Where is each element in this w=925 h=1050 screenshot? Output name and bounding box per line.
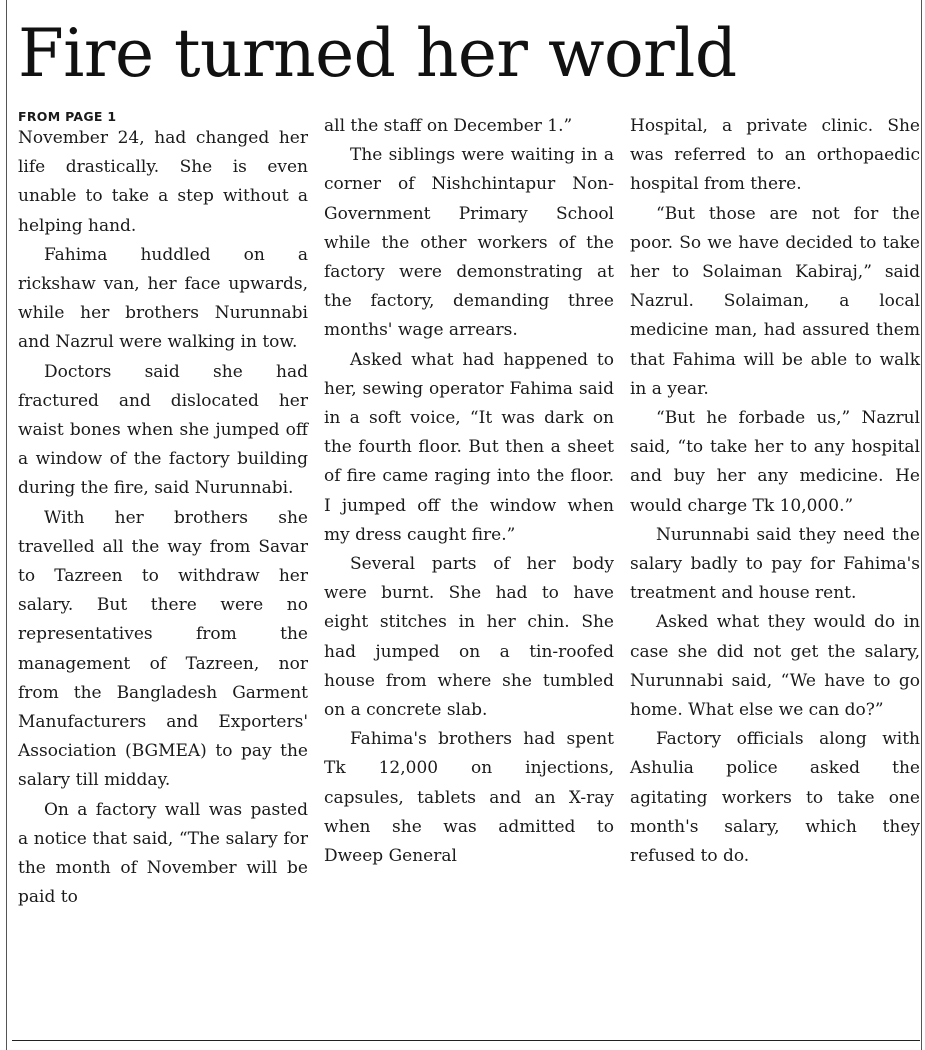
article-column-3 bbox=[630, 112, 920, 871]
paragraph: Asked what they would do in case she did not get the salary, Nurunnabi said, “We have to go home. What else we can do?” bbox=[630, 612, 920, 721]
paragraph: Hospital, a private clinic. She was referred to an orthopaedic hospital from there. bbox=[630, 116, 920, 195]
headline: Fire turned her world bbox=[18, 15, 737, 92]
bottom-rule bbox=[12, 1040, 920, 1041]
paragraph: all the staff on December 1.” bbox=[324, 116, 573, 136]
paragraph: “But he forbade us,” Nazrul said, “to take her to any hospital and buy her any medicine. He would charge Tk 10,000.” bbox=[630, 408, 920, 516]
paragraph: Factory officials along with Ashulia police asked the agitating workers to take one month's salary, which they refused to do. bbox=[630, 729, 920, 867]
paragraph: Several parts of her body were burnt. She had to have eight stitches in her chin. She had jumped on a tin-roofed house from where she tumbled on a concrete slab. bbox=[324, 554, 614, 721]
paragraph: The siblings were waiting in a corner of Nishchintapur Non-Government Primary School while the other workers of the factory were demonstrating at the factory, demanding three months' wage arrears. bbox=[324, 145, 614, 341]
article-column-1 bbox=[18, 109, 308, 912]
paragraph: Fahima huddled on a rickshaw van, her face upwards, while her brothers Nurunnabi and Nazrul were walking in tow. bbox=[18, 244, 308, 353]
paragraph: November 24, had changed her life drastically. She is even unable to take a step without a helping hand. bbox=[18, 128, 308, 236]
left-column-rule bbox=[6, 0, 7, 1050]
paragraph: Asked what had happened to her, sewing operator Fahima said in a soft voice, “It was dark on the fourth floor. But then a sheet of fire came raging into the floor. I jumped off the window when my dress caught fire.” bbox=[324, 349, 614, 545]
paragraph: Nurunnabi said they need the salary badly to pay for Fahima's treatment and house rent. bbox=[630, 524, 920, 604]
right-column-rule bbox=[921, 0, 922, 1050]
article-column-2 bbox=[324, 112, 614, 871]
paragraph: With her brothers she travelled all the way from Savar to Tazreen to withdraw her salary. But there were no representatives from the management of Tazreen, nor from the Bangladesh Garment Manufacturers and Exporters' Association (BGMEA) to pay the salary till midday. bbox=[18, 507, 308, 791]
paragraph: “But those are not for the poor. So we have decided to take her to Solaiman Kabiraj,” said Nazrul. Solaiman, a local medicine man, had assured them that Fahima will be able to walk in a year. bbox=[630, 203, 920, 399]
paragraph: Doctors said she had fractured and dislocated her waist bones when she jumped off a window of the factory building during the fire, said Nurunnabi. bbox=[18, 361, 308, 499]
paragraph: On a factory wall was pasted a notice that said, “The salary for the month of November will be paid to bbox=[18, 799, 308, 908]
kicker-label: FROM PAGE 1 bbox=[18, 109, 117, 124]
paragraph: Fahima's brothers had spent Tk 12,000 on injections, capsules, tablets and an X-ray when she was admitted to Dweep General bbox=[324, 729, 614, 867]
